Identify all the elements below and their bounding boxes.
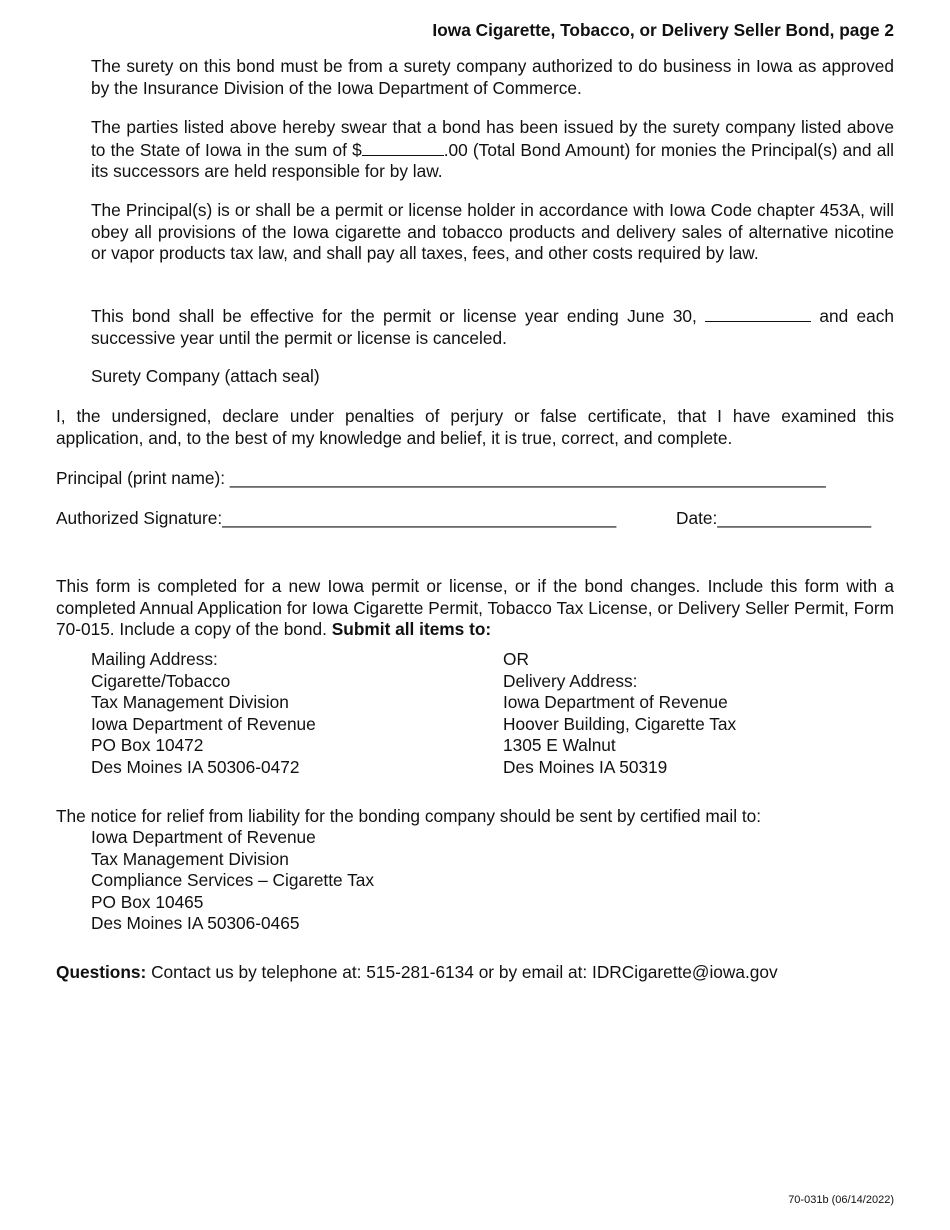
delivery-address-line: Des Moines IA 50319	[503, 756, 668, 777]
principal-paragraph: The Principal(s) is or shall be a permit or license holder in accordance with Iowa Code chapter 453A, will obey all provisions of the Iowa cigarette and tobacco products and delivery sales of alternative nicotine or vapor products tax law, and shall pay all taxes, fees, and other costs required by law.	[91, 200, 894, 264]
mailing-address-line: PO Box 10472	[91, 735, 204, 756]
instructions-paragraph	[56, 576, 894, 641]
effective-text-after: and each successive year until the permit or license is canceled.	[91, 306, 895, 348]
delivery-address-line: Delivery Address:	[503, 670, 638, 691]
signature-label: Authorized Signature:	[56, 508, 223, 528]
principal-name-line[interactable]: ______________________________________________________________	[229, 468, 826, 488]
relief-address-block	[91, 827, 374, 935]
declaration-paragraph: I, the undersigned, declare under penalties of perjury or false certificate, that I have examined this application, and, to the best of my knowledge and belief, it is true, correct, and complete.	[56, 406, 894, 448]
mailing-address-block	[91, 649, 316, 779]
parties-paragraph	[91, 117, 894, 183]
principal-name-label: Principal (print name):	[56, 468, 226, 488]
questions-text: Contact us by telephone at: 515-281-6134 or by email at: IDRCigarette@iowa.gov	[151, 962, 778, 982]
relief-intro: The notice for relief from liability for the bonding company should be sent by certified mail to:	[56, 806, 762, 826]
submit-items-label: Submit all items to:	[331, 619, 492, 640]
date-label: Date:	[676, 508, 718, 528]
effective-text-before: This bond shall be effective for the permit or license year ending June 30,	[91, 306, 697, 326]
delivery-address-line: 1305 E Walnut	[503, 735, 616, 756]
date-line[interactable]: ________________	[717, 508, 872, 528]
delivery-address-line: Iowa Department of Revenue	[503, 692, 728, 713]
relief-address-line: Compliance Services – Cigarette Tax	[91, 870, 375, 891]
signature-row	[56, 508, 894, 530]
mailing-address-line: Cigarette/Tobacco	[91, 670, 231, 691]
questions-row	[56, 962, 894, 984]
delivery-address-line: OR	[503, 649, 529, 669]
questions-label: Questions:	[56, 962, 147, 982]
relief-address-line: Iowa Department of Revenue	[91, 827, 316, 847]
principal-name-row	[56, 468, 894, 490]
effective-year-blank[interactable]	[705, 305, 811, 322]
form-code: 70-031b (06/14/2022)	[788, 1194, 894, 1206]
surety-company-label: Surety Company (attach seal)	[91, 366, 320, 386]
page-header-title: Iowa Cigarette, Tobacco, or Delivery Seller Bond, page 2	[432, 20, 894, 40]
mailing-address-line: Des Moines IA 50306-0472	[91, 756, 300, 777]
relief-address-line: Des Moines IA 50306-0465	[91, 913, 300, 934]
parties-text-after: .00 (Total Bond Amount) for monies the Principal(s) and all its successors are held responsible for by law.	[91, 139, 894, 182]
delivery-address-block	[503, 649, 736, 779]
mailing-address-line: Tax Management Division	[91, 692, 289, 713]
bond-amount-blank[interactable]	[362, 139, 444, 156]
mailing-address-line: Iowa Department of Revenue	[91, 713, 316, 734]
date-group	[676, 508, 871, 530]
effective-paragraph	[91, 305, 894, 349]
relief-address-line: Tax Management Division	[91, 848, 289, 869]
surety-paragraph: The surety on this bond must be from a surety company authorized to do business in Iowa as approved by the Insurance Division of the Iowa Department of Commerce.	[91, 56, 894, 98]
delivery-address-line: Hoover Building, Cigarette Tax	[503, 713, 737, 734]
signature-line[interactable]: _________________________________________	[222, 508, 617, 528]
relief-address-line: PO Box 10465	[91, 891, 204, 912]
mailing-address-line: Mailing Address:	[91, 649, 218, 669]
instructions-text: This form is completed for a new Iowa permit or license, or if the bond changes. Include this form with a completed Annual Application for Iowa Cigarette Permit, Tobacco Tax License, or Delivery Seller Permit, Form 70-015. Include a copy of the bond.	[56, 576, 894, 640]
parties-text-before: The parties listed above hereby swear that a bond has been issued by the surety company listed above to the State of Iowa in the sum of $	[91, 117, 894, 160]
